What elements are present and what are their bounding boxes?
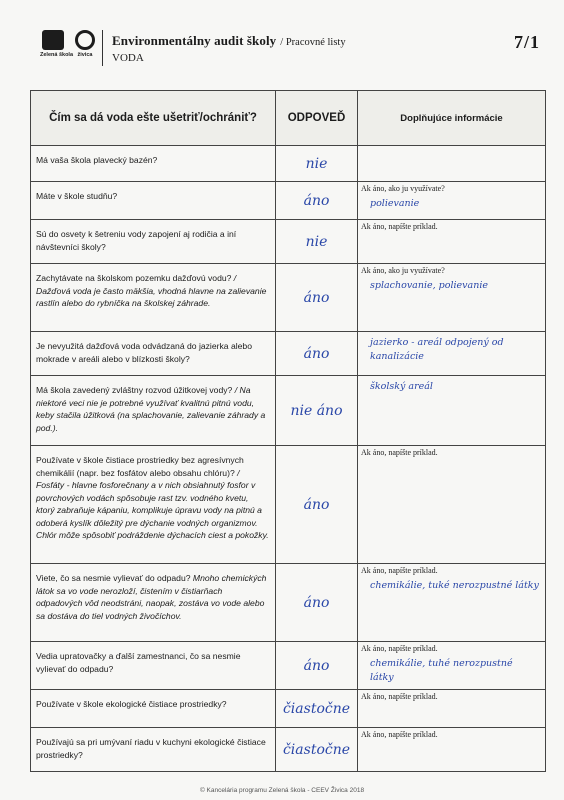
info-cell[interactable] — [358, 146, 546, 182]
info-handwritten: splachovanie, polievanie — [370, 280, 488, 291]
question-note: Mnoho chemických látok sa vo vode nerozloží, čistením v čistiarňach odpadových vôd neodstráni, naopak, zostáva vo vode alebo sa dostáva do tiel vodných živočíchov. — [36, 573, 267, 621]
table-row — [31, 564, 546, 642]
document-topic: VODA — [112, 52, 144, 64]
answer-cell[interactable]: áno — [276, 564, 358, 642]
question-note: / Na niektoré veci nie je potrebné využívať kvalitnú pitnú vodu, keby stačila úžitková (na splachovanie, zalievanie záhrady a pod.). — [36, 385, 266, 433]
info-cell[interactable] — [358, 376, 546, 446]
answer-cell[interactable]: nie — [276, 220, 358, 264]
question-text: Sú do osvety k šetreniu vody zapojení aj rodičia a iní návštevníci školy? — [36, 229, 237, 252]
zivica-logo — [72, 30, 98, 64]
question-cell — [31, 264, 276, 332]
table-row — [31, 146, 546, 182]
info-hint: Ak áno, napíšte príklad. — [361, 644, 438, 653]
info-handwritten: chemikálie, tuhé nerozpustné látky — [370, 658, 513, 683]
answer-cell[interactable]: áno — [276, 642, 358, 690]
question-note: / Dažďová voda je často mäkšia, vhodná hlavne na zalievanie rastlín alebo do rybníčka na školskej záhrade. — [36, 273, 267, 308]
question-cell — [31, 376, 276, 446]
info-cell[interactable] — [358, 564, 546, 642]
logo-left-text: Zelená škola — [40, 52, 74, 58]
document-title: Environmentálny audit školy — [112, 33, 277, 48]
table-row — [31, 728, 546, 772]
info-handwritten: školský areál — [370, 381, 433, 392]
answer-cell[interactable]: čiastočne — [276, 728, 358, 772]
table-row — [31, 446, 546, 564]
info-cell[interactable] — [358, 446, 546, 564]
table-row — [31, 690, 546, 728]
info-cell[interactable] — [358, 332, 546, 376]
info-hint: Ak áno, napíšte príklad. — [361, 222, 438, 231]
school-icon — [42, 30, 64, 50]
question-text: Viete, čo sa nesmie vylievať do odpadu? — [36, 573, 191, 583]
table-row — [31, 332, 546, 376]
info-cell[interactable] — [358, 642, 546, 690]
info-hint: Ak áno, ako ju využívate? — [361, 266, 445, 275]
question-text: Vedia upratovačky a ďalší zamestnanci, čo sa nesmie vylievať do odpadu? — [36, 651, 241, 674]
logo-right-text: živica — [77, 52, 93, 58]
info-handwritten: chemikálie, tuké nerozpustné látky — [370, 580, 539, 591]
question-text: Používate v škole čistiace prostriedky bez agresívnych chemikálií (napr. bez fosfátov alebo obsahu chlóru)? — [36, 455, 244, 478]
table-row — [31, 220, 546, 264]
info-hint: Ak áno, ako ju využívate? — [361, 184, 445, 193]
answer-cell[interactable]: áno — [276, 332, 358, 376]
answer-cell[interactable]: áno — [276, 264, 358, 332]
page-number: 7/1 — [513, 32, 540, 52]
question-text: Zachytávate na školskom pozemku dažďovú vodu? — [36, 273, 232, 283]
question-cell — [31, 182, 276, 220]
question-cell — [31, 332, 276, 376]
question-cell — [31, 642, 276, 690]
info-hint: Ak áno, napíšte príklad. — [361, 730, 438, 739]
info-cell[interactable] — [358, 182, 546, 220]
header-divider — [102, 30, 103, 66]
zivica-icon — [75, 30, 95, 50]
question-text: Má vaša škola plavecký bazén? — [36, 155, 158, 165]
table-row — [31, 264, 546, 332]
info-handwritten: polievanie — [370, 198, 420, 209]
question-cell — [31, 564, 276, 642]
question-text: Používate v škole ekologické čistiace prostriedky? — [36, 699, 227, 709]
document-subtitle: / Pracovné listy — [280, 37, 346, 48]
answer-cell[interactable]: áno — [276, 182, 358, 220]
question-text: Má škola zavedený zvláštny rozvod úžitkovej vody? — [36, 385, 233, 395]
answer-cell[interactable]: čiastočne — [276, 690, 358, 728]
logos — [40, 30, 98, 64]
table-row — [31, 376, 546, 446]
answer-cell[interactable]: nie — [276, 146, 358, 182]
info-cell[interactable] — [358, 264, 546, 332]
question-cell — [31, 728, 276, 772]
info-hint: Ak áno, napíšte príklad. — [361, 692, 438, 701]
question-text: Používajú sa pri umývaní riadu v kuchyni ekologické čistiace prostriedky? — [36, 737, 266, 760]
header-titles — [112, 32, 346, 64]
worksheet-table — [30, 90, 546, 772]
question-text: Máte v škole studňu? — [36, 191, 118, 201]
question-text: Je nevyužitá dažďová voda odvádzaná do jazierka alebo mokrade v areáli alebo v blízkosti školy? — [36, 341, 252, 364]
question-cell — [31, 690, 276, 728]
question-cell — [31, 146, 276, 182]
question-cell — [31, 446, 276, 564]
page-header — [40, 26, 540, 72]
info-hint: Ak áno, napíšte príklad. — [361, 566, 438, 575]
answer-column-header: ODPOVEĎ — [276, 91, 358, 146]
info-cell[interactable] — [358, 690, 546, 728]
info-hint: Ak áno, napíšte príklad. — [361, 448, 438, 457]
question-note: / Fosfáty - hlavne fosforečnany a v nich obsiahnutý fosfor v povrchových vodách spôsobuje rast tzv. vodného kvetu, ktorý zabraňuje kápaniu, komplikuje úpravu vody na pitnú a odoberá kyslík dôležitý pre dýchanie vodných organizmov. Chlór môže spôsobiť podráždenie dýchacích ciest a pokožky. — [36, 467, 269, 540]
info-column-header: Doplňujúce informácie — [358, 91, 546, 146]
footer: © Kancelária programu Zelená škola - CEEV Živica 2018 — [199, 787, 365, 794]
table-row — [31, 182, 546, 220]
table-header-row — [31, 91, 546, 146]
question-cell — [31, 220, 276, 264]
info-handwritten: jazierko - areál odpojený od kanalizácie — [370, 337, 504, 362]
table-row — [31, 642, 546, 690]
answer-cell[interactable]: nie áno — [276, 376, 358, 446]
question-column-header: Čím sa dá voda ešte ušetriť/ochrániť? — [31, 91, 276, 146]
zelena-skola-logo — [40, 30, 74, 64]
info-cell[interactable] — [358, 728, 546, 772]
answer-cell[interactable]: áno — [276, 446, 358, 564]
info-cell[interactable] — [358, 220, 546, 264]
